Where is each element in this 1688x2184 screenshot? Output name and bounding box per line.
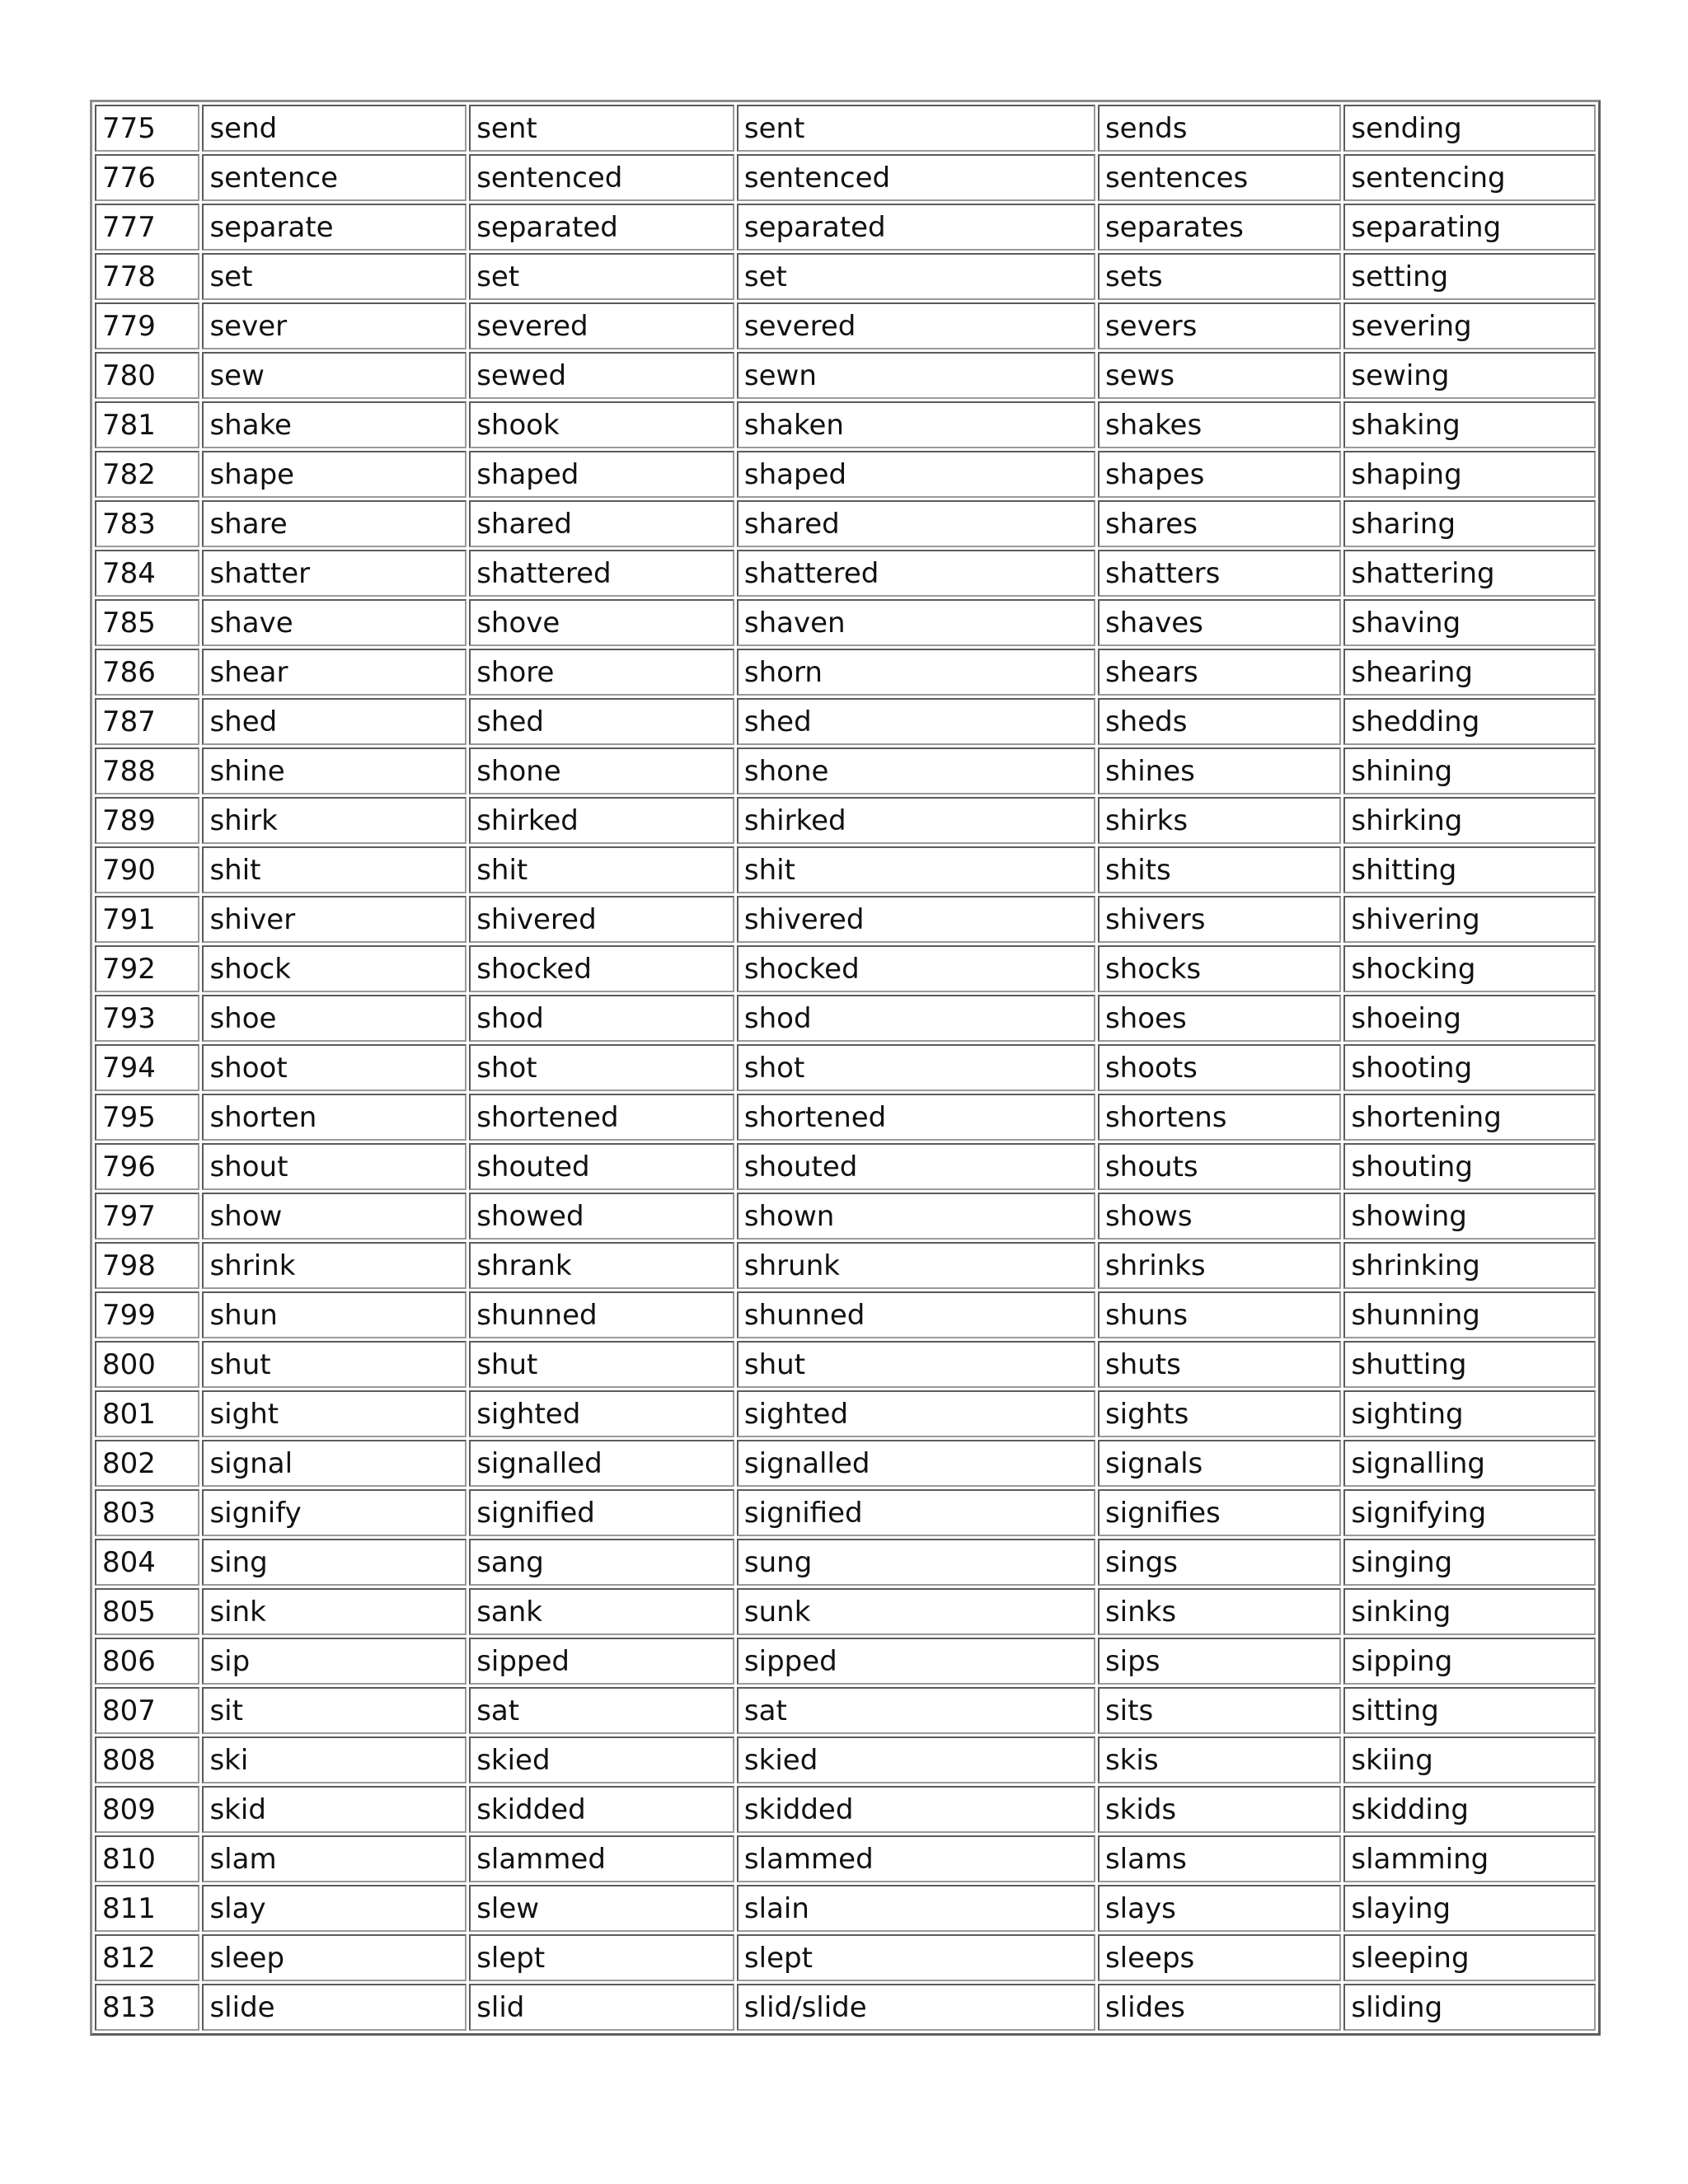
third-person-form-cell: slays [1098, 1885, 1341, 1932]
row-number-cell: 796 [95, 1143, 199, 1190]
base-form-cell: shape [202, 451, 467, 498]
past-simple-cell: signalled [469, 1440, 734, 1487]
third-person-form-cell: skis [1098, 1736, 1341, 1783]
row-number-cell: 797 [95, 1193, 199, 1240]
past-participle-cell: sent [737, 105, 1095, 152]
table-row [95, 352, 1596, 399]
third-person-form-cell: slides [1098, 1984, 1341, 2031]
row-number-cell: 810 [95, 1835, 199, 1882]
past-participle-cell: shut [737, 1341, 1095, 1388]
ing-form-cell: sewing [1343, 352, 1596, 399]
row-number-cell: 794 [95, 1044, 199, 1091]
row-number-cell: 779 [95, 302, 199, 349]
past-simple-cell: sat [469, 1687, 734, 1734]
row-number-cell: 789 [95, 797, 199, 844]
table-row [95, 698, 1596, 745]
ing-form-cell: shaping [1343, 451, 1596, 498]
past-simple-cell: shared [469, 500, 734, 547]
base-form-cell: shout [202, 1143, 467, 1190]
third-person-form-cell: sews [1098, 352, 1341, 399]
past-participle-cell: skidded [737, 1786, 1095, 1833]
row-number-cell: 784 [95, 550, 199, 597]
table-row [95, 1094, 1596, 1141]
ing-form-cell: sighting [1343, 1390, 1596, 1437]
table-row [95, 1835, 1596, 1882]
row-number-cell: 807 [95, 1687, 199, 1734]
row-number-cell: 787 [95, 698, 199, 745]
row-number-cell: 782 [95, 451, 199, 498]
base-form-cell: sleep [202, 1934, 467, 1981]
third-person-form-cell: severs [1098, 302, 1341, 349]
past-simple-cell: shone [469, 748, 734, 794]
third-person-form-cell: sights [1098, 1390, 1341, 1437]
row-number-cell: 777 [95, 204, 199, 251]
ing-form-cell: sleeping [1343, 1934, 1596, 1981]
ing-form-cell: sipping [1343, 1638, 1596, 1685]
past-simple-cell: shod [469, 995, 734, 1042]
ing-form-cell: slaying [1343, 1885, 1596, 1932]
past-simple-cell: sent [469, 105, 734, 152]
row-number-cell: 792 [95, 945, 199, 992]
base-form-cell: shun [202, 1291, 467, 1338]
past-simple-cell: showed [469, 1193, 734, 1240]
third-person-form-cell: sips [1098, 1638, 1341, 1685]
past-participle-cell: sat [737, 1687, 1095, 1734]
third-person-form-cell: shortens [1098, 1094, 1341, 1141]
base-form-cell: set [202, 253, 467, 300]
past-participle-cell: slain [737, 1885, 1095, 1932]
ing-form-cell: shivering [1343, 896, 1596, 943]
base-form-cell: shear [202, 649, 467, 696]
base-form-cell: shave [202, 599, 467, 646]
third-person-form-cell: sleeps [1098, 1934, 1341, 1981]
row-number-cell: 805 [95, 1588, 199, 1635]
ing-form-cell: sliding [1343, 1984, 1596, 2031]
third-person-form-cell: shears [1098, 649, 1341, 696]
ing-form-cell: shaving [1343, 599, 1596, 646]
past-participle-cell: sentenced [737, 154, 1095, 201]
row-number-cell: 799 [95, 1291, 199, 1338]
base-form-cell: shut [202, 1341, 467, 1388]
third-person-form-cell: shouts [1098, 1143, 1341, 1190]
past-simple-cell: severed [469, 302, 734, 349]
past-simple-cell: shivered [469, 896, 734, 943]
third-person-form-cell: shuns [1098, 1291, 1341, 1338]
past-participle-cell: shirked [737, 797, 1095, 844]
past-participle-cell: shivered [737, 896, 1095, 943]
past-participle-cell: shown [737, 1193, 1095, 1240]
table-row [95, 995, 1596, 1042]
ing-form-cell: shaking [1343, 401, 1596, 448]
table-row [95, 1440, 1596, 1487]
third-person-form-cell: signifies [1098, 1489, 1341, 1536]
base-form-cell: sight [202, 1390, 467, 1437]
table-row [95, 1786, 1596, 1833]
ing-form-cell: sinking [1343, 1588, 1596, 1635]
third-person-form-cell: sheds [1098, 698, 1341, 745]
third-person-form-cell: separates [1098, 204, 1341, 251]
past-participle-cell: shod [737, 995, 1095, 1042]
base-form-cell: sever [202, 302, 467, 349]
third-person-form-cell: shapes [1098, 451, 1341, 498]
table-row [95, 1143, 1596, 1190]
third-person-form-cell: sings [1098, 1539, 1341, 1586]
table-row [95, 451, 1596, 498]
third-person-form-cell: sinks [1098, 1588, 1341, 1635]
third-person-form-cell: signals [1098, 1440, 1341, 1487]
past-simple-cell: sank [469, 1588, 734, 1635]
past-participle-cell: separated [737, 204, 1095, 251]
ing-form-cell: shoeing [1343, 995, 1596, 1042]
row-number-cell: 804 [95, 1539, 199, 1586]
row-number-cell: 788 [95, 748, 199, 794]
past-participle-cell: skied [737, 1736, 1095, 1783]
ing-form-cell: shedding [1343, 698, 1596, 745]
third-person-form-cell: shuts [1098, 1341, 1341, 1388]
ing-form-cell: setting [1343, 253, 1596, 300]
third-person-form-cell: shits [1098, 846, 1341, 893]
ing-form-cell: separating [1343, 204, 1596, 251]
ing-form-cell: skidding [1343, 1786, 1596, 1833]
table-row [95, 154, 1596, 201]
ing-form-cell: showing [1343, 1193, 1596, 1240]
row-number-cell: 775 [95, 105, 199, 152]
table-row [95, 1885, 1596, 1932]
ing-form-cell: shortening [1343, 1094, 1596, 1141]
table-row [95, 1193, 1596, 1240]
past-simple-cell: sipped [469, 1638, 734, 1685]
base-form-cell: slide [202, 1984, 467, 2031]
past-simple-cell: shove [469, 599, 734, 646]
third-person-form-cell: slams [1098, 1835, 1341, 1882]
verb-forms-table [90, 100, 1601, 2036]
base-form-cell: shiver [202, 896, 467, 943]
base-form-cell: ski [202, 1736, 467, 1783]
third-person-form-cell: shoes [1098, 995, 1341, 1042]
base-form-cell: shake [202, 401, 467, 448]
ing-form-cell: slamming [1343, 1835, 1596, 1882]
ing-form-cell: shining [1343, 748, 1596, 794]
table-row [95, 550, 1596, 597]
past-participle-cell: set [737, 253, 1095, 300]
ing-form-cell: signifying [1343, 1489, 1596, 1536]
past-participle-cell: severed [737, 302, 1095, 349]
table-row [95, 500, 1596, 547]
third-person-form-cell: skids [1098, 1786, 1341, 1833]
base-form-cell: slam [202, 1835, 467, 1882]
past-simple-cell: sentenced [469, 154, 734, 201]
base-form-cell: sip [202, 1638, 467, 1685]
base-form-cell: sit [202, 1687, 467, 1734]
third-person-form-cell: shines [1098, 748, 1341, 794]
base-form-cell: shatter [202, 550, 467, 597]
row-number-cell: 802 [95, 1440, 199, 1487]
row-number-cell: 785 [95, 599, 199, 646]
row-number-cell: 803 [95, 1489, 199, 1536]
base-form-cell: signal [202, 1440, 467, 1487]
row-number-cell: 811 [95, 1885, 199, 1932]
past-participle-cell: slammed [737, 1835, 1095, 1882]
row-number-cell: 808 [95, 1736, 199, 1783]
base-form-cell: send [202, 105, 467, 152]
past-simple-cell: skidded [469, 1786, 734, 1833]
ing-form-cell: shrinking [1343, 1242, 1596, 1289]
table-row [95, 748, 1596, 794]
row-number-cell: 776 [95, 154, 199, 201]
row-number-cell: 778 [95, 253, 199, 300]
past-simple-cell: skied [469, 1736, 734, 1783]
past-simple-cell: shaped [469, 451, 734, 498]
past-simple-cell: shattered [469, 550, 734, 597]
table-row [95, 1934, 1596, 1981]
base-form-cell: skid [202, 1786, 467, 1833]
row-number-cell: 790 [95, 846, 199, 893]
table-row [95, 846, 1596, 893]
table-row [95, 1588, 1596, 1635]
past-simple-cell: signified [469, 1489, 734, 1536]
ing-form-cell: shattering [1343, 550, 1596, 597]
third-person-form-cell: shocks [1098, 945, 1341, 992]
table-row [95, 1291, 1596, 1338]
past-simple-cell: shirked [469, 797, 734, 844]
base-form-cell: separate [202, 204, 467, 251]
past-participle-cell: sighted [737, 1390, 1095, 1437]
row-number-cell: 780 [95, 352, 199, 399]
ing-form-cell: sharing [1343, 500, 1596, 547]
past-simple-cell: shouted [469, 1143, 734, 1190]
past-simple-cell: shook [469, 401, 734, 448]
base-form-cell: shrink [202, 1242, 467, 1289]
base-form-cell: shed [202, 698, 467, 745]
past-simple-cell: sang [469, 1539, 734, 1586]
third-person-form-cell: shows [1098, 1193, 1341, 1240]
third-person-form-cell: shakes [1098, 401, 1341, 448]
past-participle-cell: sewn [737, 352, 1095, 399]
table-row [95, 1341, 1596, 1388]
past-participle-cell: slid/slide [737, 1984, 1095, 2031]
past-simple-cell: slid [469, 1984, 734, 2031]
base-form-cell: sing [202, 1539, 467, 1586]
ing-form-cell: sending [1343, 105, 1596, 152]
base-form-cell: sink [202, 1588, 467, 1635]
table-row [95, 1489, 1596, 1536]
past-participle-cell: shaken [737, 401, 1095, 448]
ing-form-cell: shooting [1343, 1044, 1596, 1091]
ing-form-cell: shouting [1343, 1143, 1596, 1190]
third-person-form-cell: shirks [1098, 797, 1341, 844]
table-row [95, 204, 1596, 251]
ing-form-cell: severing [1343, 302, 1596, 349]
row-number-cell: 800 [95, 1341, 199, 1388]
base-form-cell: shorten [202, 1094, 467, 1141]
row-number-cell: 806 [95, 1638, 199, 1685]
ing-form-cell: shirking [1343, 797, 1596, 844]
table-row [95, 797, 1596, 844]
past-participle-cell: shattered [737, 550, 1095, 597]
ing-form-cell: shutting [1343, 1341, 1596, 1388]
base-form-cell: signify [202, 1489, 467, 1536]
ing-form-cell: shearing [1343, 649, 1596, 696]
past-simple-cell: slept [469, 1934, 734, 1981]
third-person-form-cell: sets [1098, 253, 1341, 300]
past-simple-cell: shocked [469, 945, 734, 992]
past-participle-cell: shouted [737, 1143, 1095, 1190]
ing-form-cell: sentencing [1343, 154, 1596, 201]
past-participle-cell: shaped [737, 451, 1095, 498]
verb-table-body [95, 105, 1596, 2031]
base-form-cell: show [202, 1193, 467, 1240]
past-participle-cell: shrunk [737, 1242, 1095, 1289]
table-row [95, 1390, 1596, 1437]
row-number-cell: 813 [95, 1984, 199, 2031]
past-simple-cell: shot [469, 1044, 734, 1091]
past-participle-cell: slept [737, 1934, 1095, 1981]
third-person-form-cell: shaves [1098, 599, 1341, 646]
row-number-cell: 791 [95, 896, 199, 943]
third-person-form-cell: shrinks [1098, 1242, 1341, 1289]
past-simple-cell: shrank [469, 1242, 734, 1289]
ing-form-cell: skiing [1343, 1736, 1596, 1783]
ing-form-cell: signalling [1343, 1440, 1596, 1487]
past-simple-cell: shortened [469, 1094, 734, 1141]
third-person-form-cell: shoots [1098, 1044, 1341, 1091]
past-simple-cell: slew [469, 1885, 734, 1932]
table-row [95, 1638, 1596, 1685]
past-participle-cell: shed [737, 698, 1095, 745]
base-form-cell: slay [202, 1885, 467, 1932]
table-row [95, 945, 1596, 992]
past-participle-cell: signified [737, 1489, 1095, 1536]
past-participle-cell: shone [737, 748, 1095, 794]
base-form-cell: shoot [202, 1044, 467, 1091]
third-person-form-cell: shares [1098, 500, 1341, 547]
past-participle-cell: shared [737, 500, 1095, 547]
table-row [95, 105, 1596, 152]
table-row [95, 1242, 1596, 1289]
base-form-cell: shock [202, 945, 467, 992]
row-number-cell: 781 [95, 401, 199, 448]
base-form-cell: share [202, 500, 467, 547]
table-row [95, 649, 1596, 696]
table-row [95, 1984, 1596, 2031]
table-row [95, 896, 1596, 943]
ing-form-cell: sitting [1343, 1687, 1596, 1734]
table-row [95, 302, 1596, 349]
past-simple-cell: shed [469, 698, 734, 745]
past-participle-cell: shunned [737, 1291, 1095, 1338]
row-number-cell: 801 [95, 1390, 199, 1437]
base-form-cell: sew [202, 352, 467, 399]
past-simple-cell: shore [469, 649, 734, 696]
past-simple-cell: slammed [469, 1835, 734, 1882]
past-participle-cell: shot [737, 1044, 1095, 1091]
row-number-cell: 795 [95, 1094, 199, 1141]
past-simple-cell: shut [469, 1341, 734, 1388]
third-person-form-cell: sentences [1098, 154, 1341, 201]
past-participle-cell: sung [737, 1539, 1095, 1586]
ing-form-cell: singing [1343, 1539, 1596, 1586]
row-number-cell: 783 [95, 500, 199, 547]
table-row [95, 1687, 1596, 1734]
past-participle-cell: shit [737, 846, 1095, 893]
past-simple-cell: shunned [469, 1291, 734, 1338]
past-simple-cell: set [469, 253, 734, 300]
ing-form-cell: shunning [1343, 1291, 1596, 1338]
past-simple-cell: sighted [469, 1390, 734, 1437]
third-person-form-cell: shivers [1098, 896, 1341, 943]
past-simple-cell: sewed [469, 352, 734, 399]
past-participle-cell: sipped [737, 1638, 1095, 1685]
table-row [95, 1736, 1596, 1783]
base-form-cell: shit [202, 846, 467, 893]
past-simple-cell: shit [469, 846, 734, 893]
row-number-cell: 809 [95, 1786, 199, 1833]
ing-form-cell: shitting [1343, 846, 1596, 893]
row-number-cell: 793 [95, 995, 199, 1042]
table-row [95, 253, 1596, 300]
table-row [95, 599, 1596, 646]
base-form-cell: shine [202, 748, 467, 794]
third-person-form-cell: sends [1098, 105, 1341, 152]
ing-form-cell: shocking [1343, 945, 1596, 992]
past-participle-cell: shaven [737, 599, 1095, 646]
base-form-cell: sentence [202, 154, 467, 201]
row-number-cell: 812 [95, 1934, 199, 1981]
table-row [95, 1539, 1596, 1586]
past-participle-cell: signalled [737, 1440, 1095, 1487]
past-simple-cell: separated [469, 204, 734, 251]
row-number-cell: 798 [95, 1242, 199, 1289]
past-participle-cell: shorn [737, 649, 1095, 696]
past-participle-cell: sunk [737, 1588, 1095, 1635]
past-participle-cell: shocked [737, 945, 1095, 992]
base-form-cell: shirk [202, 797, 467, 844]
table-row [95, 401, 1596, 448]
row-number-cell: 786 [95, 649, 199, 696]
base-form-cell: shoe [202, 995, 467, 1042]
table-row [95, 1044, 1596, 1091]
third-person-form-cell: sits [1098, 1687, 1341, 1734]
third-person-form-cell: shatters [1098, 550, 1341, 597]
past-participle-cell: shortened [737, 1094, 1095, 1141]
